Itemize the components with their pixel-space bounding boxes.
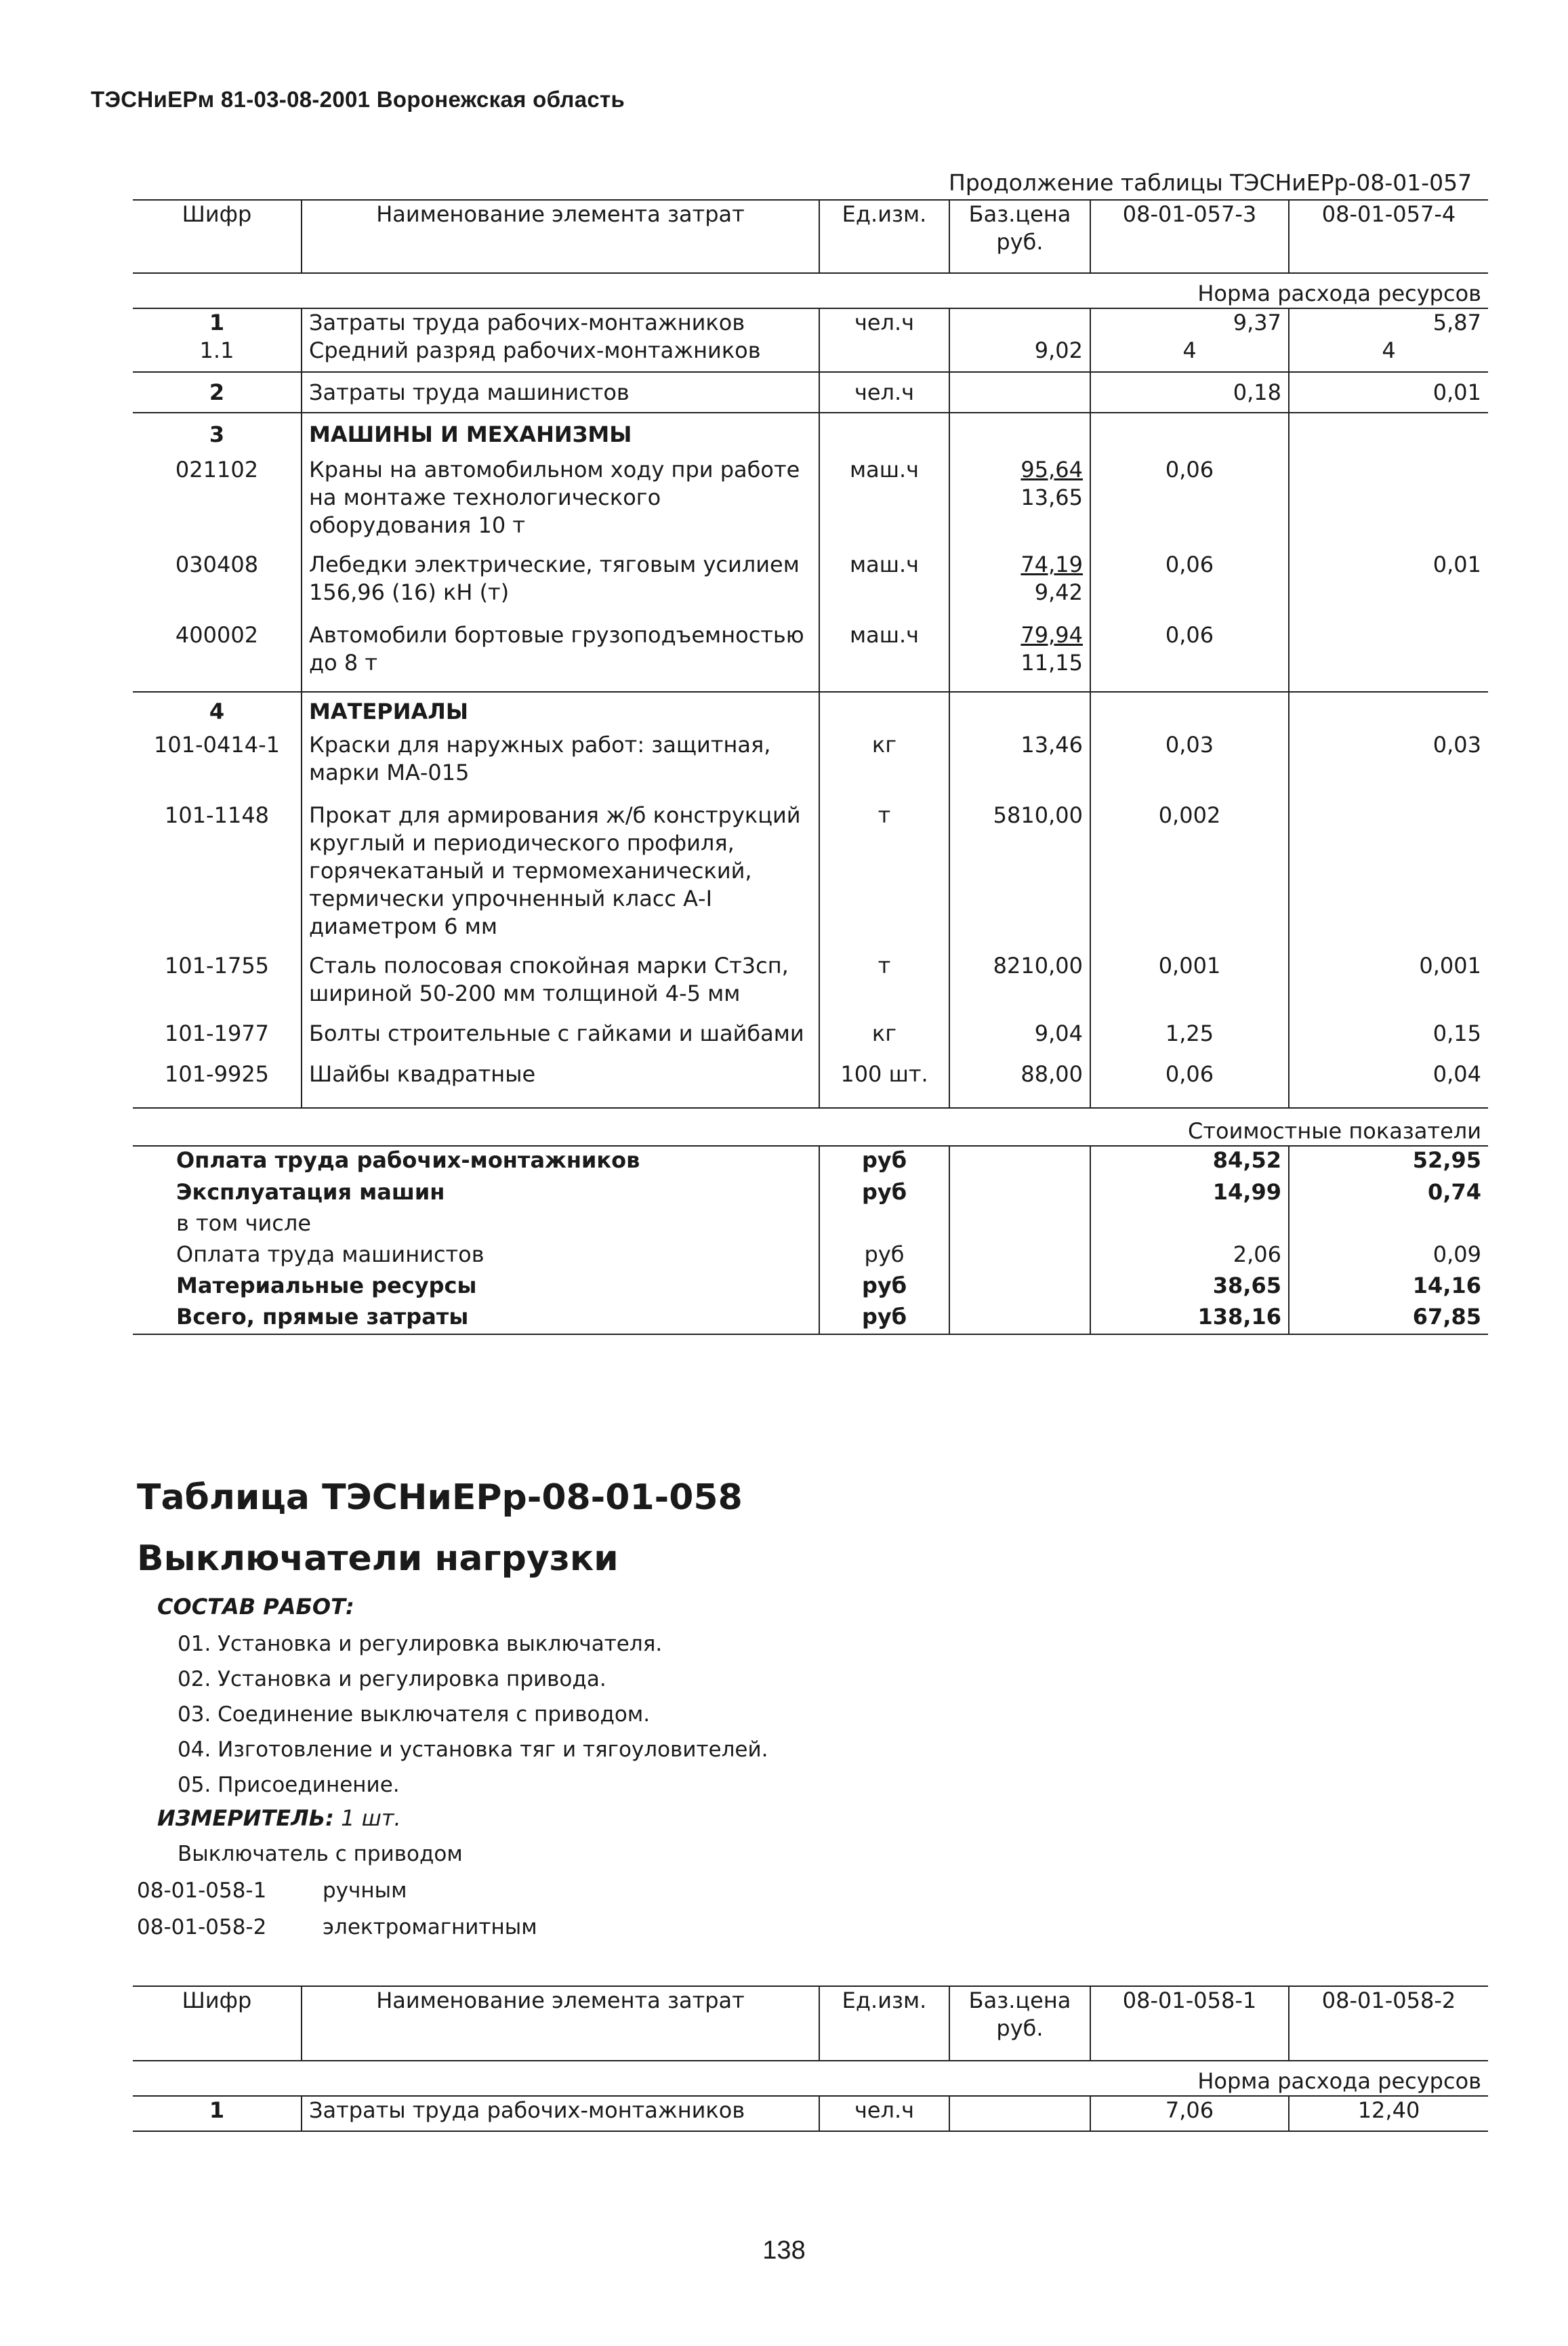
row-price [949, 308, 1090, 337]
col-header-variant-1: 08-01-057-3 [1090, 200, 1289, 273]
row-value-1: 0,18 [1090, 372, 1289, 413]
resource-table-057 [133, 199, 1488, 1335]
row-code: 030408 [175, 552, 259, 577]
row-code: 101-1977 [164, 1021, 270, 1046]
norm-label: Норма расхода ресурсов [1197, 281, 1481, 306]
cost-value-1 [1090, 1210, 1289, 1241]
cost-value-2 [1289, 1210, 1488, 1241]
variant-code: 08-01-058-2 [137, 1915, 267, 1939]
row-code: 1 [209, 310, 225, 335]
col-header-price: Баз.цена руб. [949, 1986, 1090, 2061]
row-code: 101-1755 [164, 953, 270, 979]
variant-desc: ручным [323, 1878, 407, 1903]
row-value-1: 7,06 [1090, 2096, 1289, 2131]
row-name: Шайбы квадратные [302, 1061, 819, 1108]
cost-name: Оплата труда рабочих-монтажников [176, 1147, 640, 1173]
row-value-2: 0,03 [1289, 731, 1488, 802]
row-name: Затраты труда рабочих-монтажников [302, 2096, 819, 2131]
cost-unit: руб [819, 1272, 949, 1303]
work-item: 03. Соединение выключателя с приводом. [178, 1702, 651, 1727]
row-code: 101-0414-1 [154, 732, 280, 758]
row-value-1: 0,001 [1090, 952, 1289, 1020]
row-name: Краски для наружных работ: защитная, марки МА-015 [302, 731, 819, 802]
row-code: 101-9925 [164, 1061, 270, 1087]
cost-unit: руб [819, 1178, 949, 1210]
cost-name: Всего, прямые затраты [176, 1304, 469, 1330]
variant-desc: электромагнитным [323, 1915, 537, 1939]
cost-unit [819, 1210, 949, 1241]
row-value-1: 9,37 [1090, 308, 1289, 337]
cost-value-2: 52,95 [1289, 1146, 1488, 1178]
row-value-2 [1289, 456, 1488, 551]
table-row [133, 2096, 1488, 2131]
section-title: Таблица ТЭСНиЕРр-08-01-058 [137, 1477, 743, 1518]
row-unit: кг [819, 731, 949, 802]
row-name: Автомобили бортовые грузоподъемностью до 8 т [302, 621, 819, 692]
row-price: 79,94 11,15 [949, 621, 1090, 692]
cost-row [133, 1241, 1488, 1272]
row-value-1: 4 [1090, 337, 1289, 372]
col-header-variant-1: 08-01-058-1 [1090, 1986, 1289, 2061]
row-unit: чел.ч [819, 2096, 949, 2131]
section-row [133, 413, 1488, 456]
row-value-2: 4 [1289, 337, 1488, 372]
resource-table-058 [133, 1985, 1488, 2132]
measure-value: 1 шт. [341, 1805, 401, 1831]
table-row [133, 731, 1488, 802]
row-code: 2 [209, 379, 225, 405]
row-price: 9,04 [949, 1020, 1090, 1061]
table-row [133, 372, 1488, 413]
row-code: 021102 [175, 457, 259, 482]
work-item: 05. Присоединение. [178, 1773, 400, 1797]
cost-value-2: 0,09 [1289, 1241, 1488, 1272]
row-name: Болты строительные с гайками и шайбами [302, 1020, 819, 1061]
row-unit: т [819, 952, 949, 1020]
cost-name: в том числе [176, 1210, 311, 1236]
table-row [133, 1061, 1488, 1108]
row-unit: т [819, 802, 949, 952]
col-header-price: Баз.цена руб. [949, 200, 1090, 273]
row-code: 1 [209, 2097, 225, 2123]
work-item: 01. Установка и регулировка выключателя. [178, 1632, 663, 1656]
col-header-unit: Ед.изм. [819, 200, 949, 273]
row-value-2: 0,01 [1289, 372, 1488, 413]
work-item: 02. Установка и регулировка привода. [178, 1667, 606, 1691]
table-row [133, 621, 1488, 692]
section-code: 3 [209, 421, 225, 447]
row-name: Прокат для армирования ж/б конструкций круглый и периодического профиля, горячекатаный и термомеханический, термически упрочненный класс А-I диаметром 6 мм [302, 802, 819, 952]
table-row [133, 551, 1488, 621]
row-unit: маш.ч [819, 621, 949, 692]
section-row [133, 692, 1488, 731]
row-code: 1.1 [199, 337, 234, 363]
table-row [133, 1020, 1488, 1061]
row-code: 101-1148 [164, 802, 270, 828]
row-name: Краны на автомобильном ходу при работе на монтаже технологического оборудования 10 т [302, 456, 819, 551]
row-name: Затраты труда машинистов [302, 372, 819, 413]
row-value-2: 0,001 [1289, 952, 1488, 1020]
row-value-2: 5,87 [1289, 308, 1488, 337]
cost-value-1: 138,16 [1090, 1303, 1289, 1334]
table-row [133, 802, 1488, 952]
measure-label: ИЗМЕРИТЕЛЬ: [157, 1805, 334, 1831]
col-header-code: Шифр [182, 1988, 252, 2013]
row-price: 95,64 13,65 [949, 456, 1090, 551]
col-header-code: Шифр [182, 201, 252, 227]
row-unit: 100 шт. [819, 1061, 949, 1108]
cost-name: Эксплуатация машин [176, 1179, 445, 1205]
row-name: Средний разряд рабочих-монтажников [302, 337, 819, 372]
cost-name: Оплата труда машинистов [176, 1241, 484, 1267]
row-price: 5810,00 [949, 802, 1090, 952]
section-subtitle: Выключатели нагрузки [137, 1538, 619, 1579]
measure-line [157, 1805, 401, 1831]
row-unit: маш.ч [819, 551, 949, 621]
document-header: ТЭСНиЕРм 81-03-08-2001 Воронежская область [91, 87, 625, 112]
cost-label-row [133, 1108, 1488, 1146]
row-value-1: 0,03 [1090, 731, 1289, 802]
cost-value-2: 67,85 [1289, 1303, 1488, 1334]
norm-label-row [133, 273, 1488, 308]
row-code: 400002 [175, 622, 259, 648]
row-value-1: 0,002 [1090, 802, 1289, 952]
table-row [133, 952, 1488, 1020]
cost-row [133, 1303, 1488, 1334]
cost-value-2: 0,74 [1289, 1178, 1488, 1210]
row-value-1: 0,06 [1090, 1061, 1289, 1108]
row-value-2 [1289, 802, 1488, 952]
work-item: 04. Изготовление и установка тяг и тягоуловителей. [178, 1737, 768, 1762]
row-value-1: 0,06 [1090, 551, 1289, 621]
table-continuation-caption: Продолжение таблицы ТЭСНиЕРр-08-01-057 [949, 169, 1472, 196]
norm-label-row [133, 2061, 1488, 2096]
row-unit: маш.ч [819, 456, 949, 551]
row-unit: кг [819, 1020, 949, 1061]
col-header-name: Наименование элемента затрат [302, 1986, 819, 2061]
row-unit: чел.ч [819, 308, 949, 337]
cost-row [133, 1178, 1488, 1210]
variant-code: 08-01-058-1 [137, 1878, 267, 1903]
table-row [133, 337, 1488, 372]
cost-name: Материальные ресурсы [176, 1273, 477, 1298]
row-price: 9,02 [949, 337, 1090, 372]
row-value-1: 0,06 [1090, 456, 1289, 551]
cost-unit: руб [819, 1146, 949, 1178]
row-value-2: 0,01 [1289, 551, 1488, 621]
norm-label: Норма расхода ресурсов [1197, 2068, 1481, 2094]
row-value-2: 0,15 [1289, 1020, 1488, 1061]
table-row [133, 456, 1488, 551]
page-number: 138 [762, 2236, 806, 2265]
row-price: 74,19 9,42 [949, 551, 1090, 621]
table-header-row [133, 200, 1488, 273]
col-header-name: Наименование элемента затрат [302, 200, 819, 273]
row-unit [819, 337, 949, 372]
cost-label: Стоимостные показатели [1188, 1118, 1481, 1144]
table-header-row [133, 1986, 1488, 2061]
row-price: 13,46 [949, 731, 1090, 802]
cost-value-1: 84,52 [1090, 1146, 1289, 1178]
row-price: 8210,00 [949, 952, 1090, 1020]
section-code: 4 [209, 699, 225, 724]
col-header-variant-2: 08-01-058-2 [1289, 1986, 1488, 2061]
cost-row [133, 1146, 1488, 1178]
cost-unit: руб [819, 1241, 949, 1272]
row-name: Сталь полосовая спокойная марки Ст3сп, шириной 50-200 мм толщиной 4-5 мм [302, 952, 819, 1020]
row-value-1: 0,06 [1090, 621, 1289, 692]
row-name: Лебедки электрические, тяговым усилием 156,96 (16) кН (т) [302, 551, 819, 621]
row-price [949, 372, 1090, 413]
row-price: 88,00 [949, 1061, 1090, 1108]
row-value-2 [1289, 621, 1488, 692]
cost-value-1: 14,99 [1090, 1178, 1289, 1210]
row-name: Затраты труда рабочих-монтажников [302, 308, 819, 337]
col-header-unit: Ед.изм. [819, 1986, 949, 2061]
col-header-variant-2: 08-01-057-4 [1289, 200, 1488, 273]
cost-row [133, 1272, 1488, 1303]
work-composition-label: СОСТАВ РАБОТ: [157, 1594, 354, 1620]
cost-unit: руб [819, 1303, 949, 1334]
cost-value-1: 2,06 [1090, 1241, 1289, 1272]
row-value-1: 1,25 [1090, 1020, 1289, 1061]
row-value-2: 0,04 [1289, 1061, 1488, 1108]
section-title: МАШИНЫ И МЕХАНИЗМЫ [302, 413, 819, 456]
row-unit: чел.ч [819, 372, 949, 413]
variant-title: Выключатель с приводом [178, 1842, 463, 1866]
section-title: МАТЕРИАЛЫ [302, 692, 819, 731]
cost-value-1: 38,65 [1090, 1272, 1289, 1303]
row-value-2: 12,40 [1289, 2096, 1488, 2131]
row-price [949, 2096, 1090, 2131]
cost-value-2: 14,16 [1289, 1272, 1488, 1303]
cost-row [133, 1210, 1488, 1241]
table-row [133, 308, 1488, 337]
